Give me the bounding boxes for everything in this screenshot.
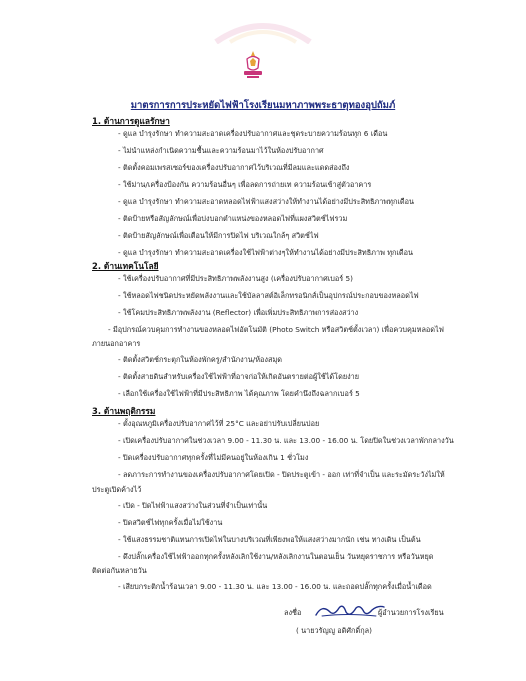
list-item: - ใช้โคมประสิทธิภาพพลังงาน (Reflector) เพื่อเพิ่มประสิทธิภาพการส่องสว่าง bbox=[118, 308, 359, 317]
list-item: - มีอุปกรณ์ควบคุมการทำงานของหลอดไฟอัตโนมัติ (Photo Switch หรือสวิตช์ตั้งเวลา) เพื่อควบคุมหลอดไฟ bbox=[108, 325, 444, 334]
list-item: - ใช้หลอดไฟชนิดประหยัดพลังงานและใช้บัลลาสต์อิเล็กทรอนิกส์เป็นอุปกรณ์ประกอบของหลอดไฟ bbox=[118, 291, 419, 300]
list-item: - ติดป้ายสัญลักษณ์เพื่อเตือนให้มีการปิดไฟ บริเวณใกล้ๆ สวิตช์ไฟ bbox=[118, 231, 319, 240]
list-item-continuation: ภายนอกอาคาร bbox=[92, 339, 141, 348]
list-item: - ติดตั้งสวิตช์กระตุกในห้องพักครู/สำนักงาน/ห้องสมุด bbox=[118, 355, 283, 364]
list-item: - ใช้ม่าน/เครื่องป้องกัน ความร้อนอื่นๆ เพื่อลดการถ่ายเท ความร้อนเข้าสู่ตัวอาคาร bbox=[118, 180, 372, 189]
list-item: - เปิด - ปิดไฟฟ้าแสงสว่างในส่วนที่จำเป็นเท่านั้น bbox=[118, 501, 268, 510]
watermark-logo bbox=[212, 16, 314, 44]
list-item: - ใช้แสงธรรมชาติแทนการเปิดไฟในบางบริเวณที่เพียงพอให้แสงสว่างมากนัก เช่น ทางเดิน เป็นต้น bbox=[118, 535, 421, 544]
list-item: - ไม่นำแหล่งกำเนิดความชื้นและความร้อนมาไว้ในห้องปรับอากาศ bbox=[118, 146, 324, 155]
list-item: - ปิดสวิตช์ไฟทุกครั้งเมื่อไม่ใช้งาน bbox=[118, 518, 223, 527]
list-item: - ดูแล บำรุงรักษา ทำความสะอาดเครื่องใช้ไฟฟ้าต่างๆให้ทำงานได้อย่างมีประสิทธิภาพ ทุกเดือน bbox=[118, 248, 414, 257]
list-item: - เสียบกระติกน้ำร้อนเวลา 9.00 - 11.30 น. และ 13.00 - 16.00 น. และถอดปลั๊กทุกครั้งเมื่อน้ำเดือด bbox=[118, 582, 432, 591]
school-emblem-icon bbox=[241, 50, 265, 80]
list-item: - ดึงปลั๊กเครื่องใช้ไฟฟ้าออกทุกครั้งหลังเลิกใช้งาน/หลังเลิกงานในตอนเย็น วันหยุดราชการ หรือวันหยุด bbox=[118, 552, 434, 561]
signer-name: ( นายวรัญญู อดิศักดิ์กุล) bbox=[296, 626, 372, 635]
sign-label: ลงชื่อ bbox=[284, 608, 302, 617]
handwritten-signature bbox=[312, 600, 386, 620]
list-item: - ใช้เครื่องปรับอากาศที่มีประสิทธิภาพพลังงานสูง (เครื่องปรับอากาศเบอร์ 5) bbox=[118, 274, 354, 283]
signer-position: ผู้อำนวยการโรงเรียน bbox=[378, 608, 444, 617]
list-item: - ติดป้ายหรือสัญลักษณ์เพื่อบ่งบอกตำแหน่งของหลอดไฟที่แผงสวิตช์ไฟรวม bbox=[118, 214, 348, 223]
section-heading-maintenance: 1. ด้านการดูแลรักษา bbox=[92, 116, 170, 126]
list-item: - ติดตั้งคอมเพรสเซอร์ของเครื่องปรับอากาศไว้บริเวณที่มีลมและแดดส่องถึง bbox=[118, 163, 350, 172]
list-item: - เปิดเครื่องปรับอากาศในช่วงเวลา 9.00 - 11.30 น. และ 13.00 - 16.00 น. โดยปิดในช่วงเวลาพักกลางวัน bbox=[118, 436, 454, 445]
section-heading-behavior: 3. ด้านพฤติกรรม bbox=[92, 406, 156, 416]
list-item: - ปิดเครื่องปรับอากาศทุกครั้งที่ไม่มีคนอยู่ในห้องเกิน 1 ชั่วโมง bbox=[118, 453, 309, 462]
list-item-continuation: ประตูเปิดค้างไว้ bbox=[92, 485, 142, 494]
list-item: - ตั้งอุณหภูมิเครื่องปรับอากาศไว้ที่ 25°C และอย่าปรับเปลี่ยนบ่อย bbox=[118, 419, 320, 428]
document-title: มาตรการการประหยัดไฟฟ้าโรงเรียนมหาภาพพระธาตุทองอุปถัมภ์ bbox=[130, 100, 396, 111]
section-heading-technology: 2. ด้านเทคโนโลยี bbox=[92, 261, 159, 271]
list-item: - ติดตั้งสายดินสำหรับเครื่องใช้ไฟฟ้าที่อาจก่อให้เกิดอันตรายต่อผู้ใช้ได้โดยง่าย bbox=[118, 372, 360, 381]
list-item: - ลดภาระการทำงานของเครื่องปรับอากาศโดยเปิด - ปิดประตูเข้า - ออก เท่าที่จำเป็น และระมัดระวังไม่ให้ bbox=[118, 470, 445, 479]
list-item: - ดูแล บำรุงรักษา ทำความสะอาดหลอดไฟฟ้าแสงสว่างให้ทำงานได้อย่างมีประสิทธิภาพทุกเดือน bbox=[118, 197, 414, 206]
list-item: - เลือกใช้เครื่องใช้ไฟฟ้าที่มีประสิทธิภาพ ได้คุณภาพ โดยคำนึงถึงฉลากเบอร์ 5 bbox=[118, 389, 360, 398]
list-item-continuation: ติดต่อกันหลายวัน bbox=[92, 566, 147, 575]
list-item: - ดูแล บำรุงรักษา ทำความสะอาดเครื่องปรับอากาศและชุดระบายความร้อนทุก 6 เดือน bbox=[118, 129, 388, 138]
